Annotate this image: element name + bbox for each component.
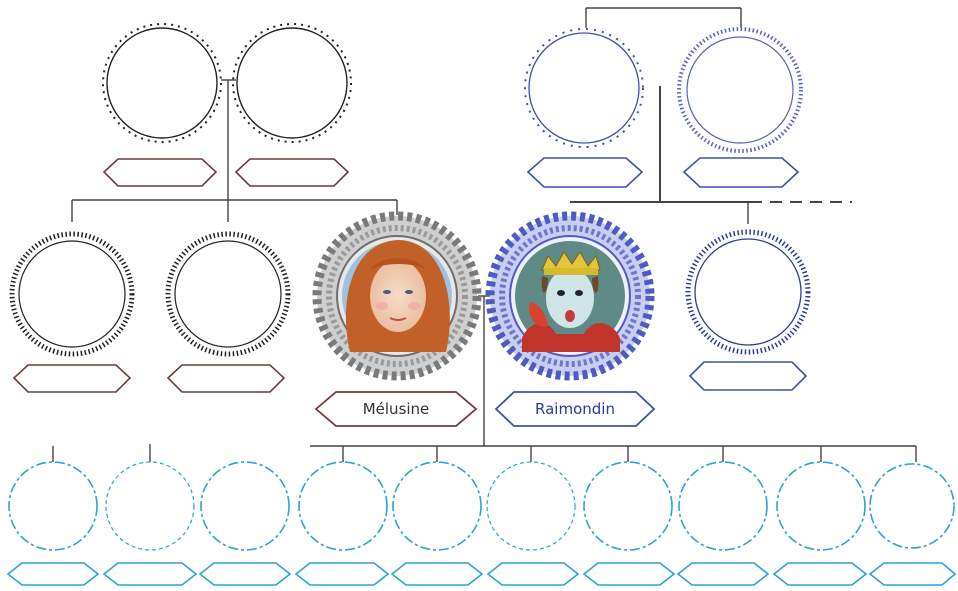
- name-tag: [104, 563, 196, 585]
- child-4: [296, 462, 388, 585]
- name-tag: [296, 563, 388, 585]
- child-7: [584, 462, 674, 585]
- portrait-frame: [688, 232, 808, 352]
- portrait-frame: [393, 462, 481, 550]
- grandparent-right-2: [679, 29, 801, 187]
- melusine-portrait: [317, 216, 477, 376]
- name-tag: [236, 159, 348, 186]
- portrait-frame: [870, 464, 954, 548]
- name-tag: [14, 365, 130, 392]
- raimondin-name-tag: [496, 392, 654, 426]
- name-tag: [528, 158, 642, 187]
- portrait-frame: [233, 24, 351, 142]
- name-tag: [684, 158, 798, 187]
- grandparent-left-2: [233, 24, 351, 186]
- raimondin-portrait: [490, 216, 650, 376]
- child-8: [678, 462, 768, 585]
- connector-lines: [53, 8, 916, 462]
- grandparent-left-1: [103, 24, 221, 186]
- grandparent-right-1: [525, 29, 643, 187]
- children-row: [8, 462, 955, 585]
- child-2: [104, 462, 196, 585]
- child-10: [870, 464, 955, 585]
- portrait-frame: [12, 234, 132, 354]
- portrait-frame: [679, 29, 801, 151]
- portrait-frame: [525, 29, 643, 147]
- portrait-frame: [584, 462, 672, 550]
- face: [370, 260, 426, 332]
- portrait-frame: [9, 462, 97, 550]
- name-tag: [488, 563, 578, 585]
- raimondin-name: Raimondin: [535, 400, 615, 418]
- sibling-left-1: [12, 234, 132, 392]
- portrait-frame: [106, 462, 194, 550]
- portrait-frame: [777, 462, 865, 550]
- sibling-right-1: [688, 232, 808, 390]
- child-9: [774, 462, 866, 585]
- portrait-frame: [487, 462, 575, 550]
- child-3: [200, 462, 290, 585]
- sibling-left-2: [168, 234, 288, 392]
- child-5: [392, 462, 482, 585]
- portrait-frame: [299, 462, 387, 550]
- name-tag: [104, 159, 216, 186]
- name-tag: [774, 563, 866, 585]
- name-tag: [200, 563, 290, 585]
- name-tag: [678, 563, 768, 585]
- name-tag: [168, 365, 284, 392]
- child-1: [8, 462, 98, 585]
- portrait-frame: [168, 234, 288, 354]
- name-tag: [392, 563, 482, 585]
- name-tag: [870, 563, 955, 585]
- child-6: [487, 462, 578, 585]
- portrait-frame: [103, 24, 221, 142]
- name-tag: [8, 563, 98, 585]
- name-tag: [584, 563, 674, 585]
- name-tag: [690, 362, 806, 390]
- portrait-frame: [679, 462, 767, 550]
- portrait-frame: [201, 462, 289, 550]
- melusine-name: Mélusine: [362, 400, 430, 418]
- melusine-name-tag: [316, 392, 476, 426]
